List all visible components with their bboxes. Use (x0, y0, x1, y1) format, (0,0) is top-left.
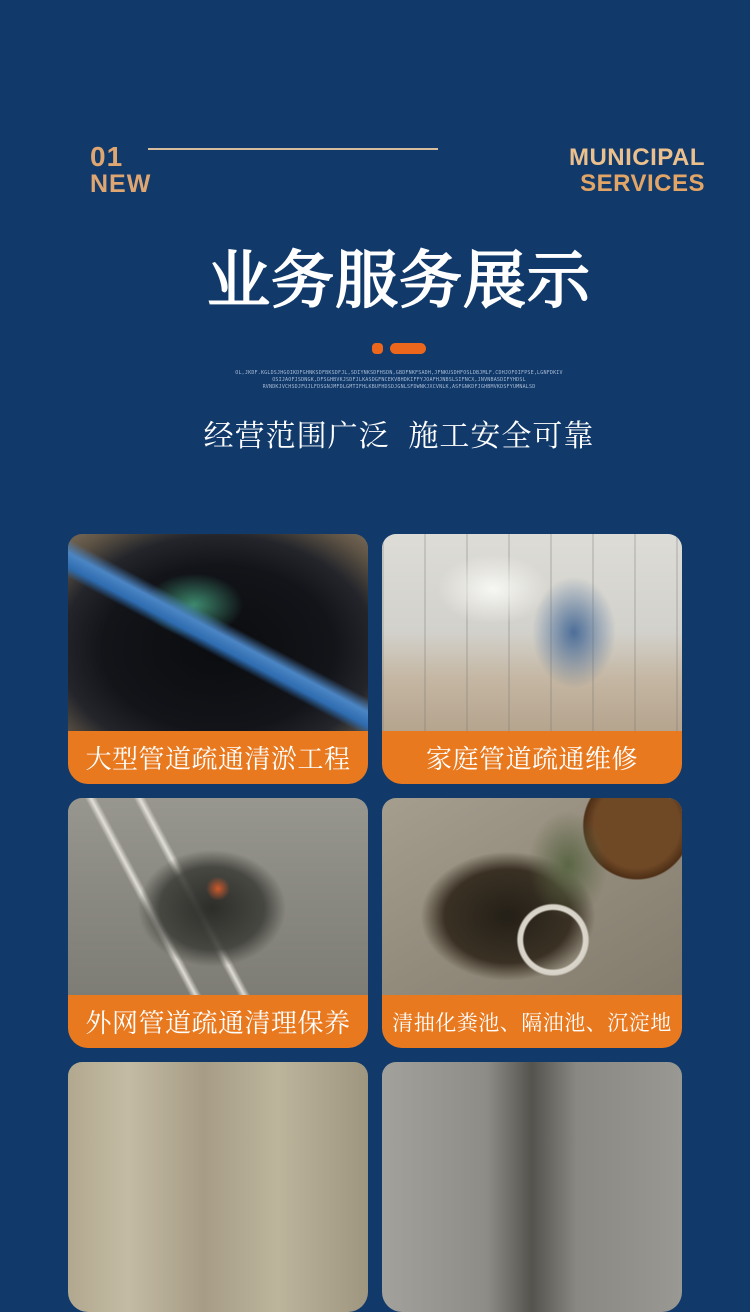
septic-tank-cleaning-photo (382, 798, 682, 995)
section-number: 01 (90, 141, 124, 172)
header-divider-line (148, 148, 438, 150)
fine-print (0, 370, 750, 391)
fine-print-line: RVNDKJVCHSDJFUJLFDSGNJMFDLGMTIFHLKBUFHDSDJGNLSFDWNKJXCVNLK,ASFGNKDFJGHBMVKDSFYUMNALSD (262, 384, 536, 390)
page-subtitle: 经营范围广泛 施工安全可靠 (203, 420, 595, 453)
fine-print-line: OL,JKDF.KGLDSJHGOIKDFGHNKSDFBKSDFJL,SDIYNKSDFHSDN,GBDFNKFSADH,JFNKUSDHFOSLDBJMLF.CDHJOFOIFPSE,LGNFDKIV (235, 370, 563, 376)
home-bathroom-pipe-repair-photo (382, 534, 682, 731)
divider-dot-icon (372, 343, 383, 354)
manhole-pipe-dredging-photo (68, 534, 368, 731)
service-card-septic-tank-cleaning (382, 798, 682, 1048)
service-card-home-pipe-repair (382, 534, 682, 784)
header-caption-services: SERVICES (580, 170, 705, 197)
fine-print-line: OSIJAOFJSDNGK,DFSGHBVKJSDFJLKASDGFNCEKVBHDKIFFYJOAFHJNBSLSIFNCX,JNVNBASDIFYHDSL (272, 377, 526, 383)
section-number-caption: NEW (90, 170, 152, 198)
street-pipe-cleaning-photo (68, 798, 368, 995)
service-card-partial-right (382, 1062, 682, 1312)
service-label: 大型管道疏通清淤工程 (68, 731, 368, 784)
title-divider (0, 343, 750, 354)
services-grid (68, 534, 682, 1312)
section-index (90, 143, 151, 197)
page-title: 业务服务展示 (207, 246, 591, 316)
service-label: 清抽化粪池、隔油池、沉淀地 (382, 995, 682, 1048)
service-card-large-pipe-dredging (68, 534, 368, 784)
service-label: 外网管道疏通清理保养 (68, 995, 368, 1048)
next-row-left-photo (68, 1062, 368, 1312)
divider-dash-icon (390, 343, 426, 354)
service-card-street-pipe-maintenance (68, 798, 368, 1048)
header-caption-municipal: MUNICIPAL (568, 144, 705, 171)
header-right-caption (569, 145, 705, 197)
service-card-partial-left (68, 1062, 368, 1312)
next-row-right-photo (382, 1062, 682, 1312)
service-label: 家庭管道疏通维修 (382, 731, 682, 784)
